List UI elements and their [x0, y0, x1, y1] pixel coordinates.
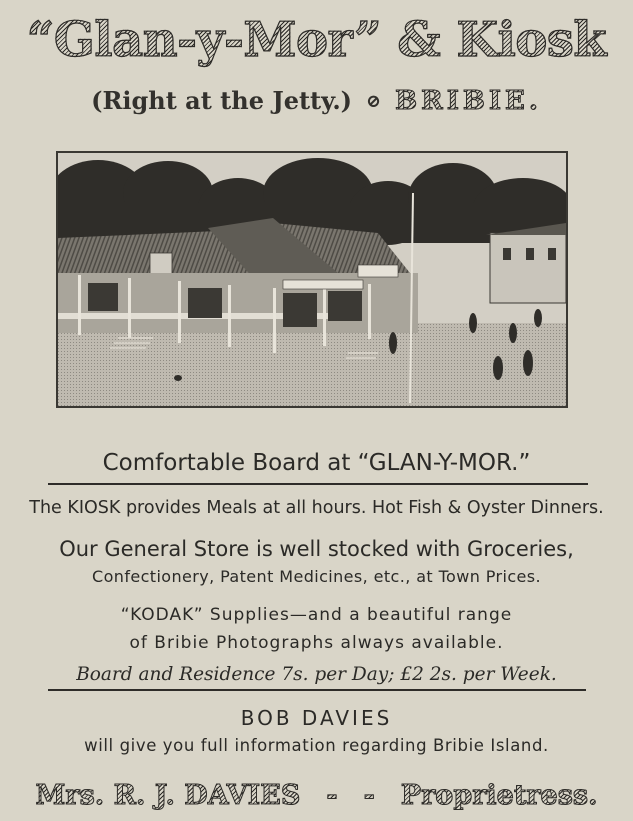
- contact-info-text: will give you full information regarding Bribie Island.: [84, 736, 549, 755]
- page-title: “Glan-y-Mor” & Kiosk: [0, 4, 633, 76]
- photograph: [56, 151, 568, 408]
- kiosk-meals-text: The KIOSK provides Meals at all hours. Hot Fish & Oyster Dinners.: [29, 498, 604, 518]
- kodak-supplies-text: “KODAK” Supplies—and a beautiful range: [120, 605, 513, 625]
- subtitle-location: (Right at the Jetty.): [91, 86, 353, 115]
- divider-rule: [48, 689, 586, 691]
- subtitle: [0, 84, 633, 119]
- subtitle-place: BRIBIE.: [395, 86, 542, 116]
- ornament-icon: ⊘: [366, 91, 382, 112]
- proprietor-line: [0, 776, 633, 816]
- proprietor-role: Proprietress.: [400, 780, 598, 811]
- separator-dash: -: [326, 780, 338, 811]
- board-rates-text: Board and Residence 7s. per Day; £2 2s. per Week.: [76, 664, 557, 685]
- proprietor-name: Mrs. R. J. DAVIES: [35, 780, 301, 811]
- separator-dash: -: [363, 780, 375, 811]
- contact-name: BOB DAVIES: [240, 706, 393, 730]
- general-store-text: Our General Store is well stocked with Groceries,: [59, 537, 574, 561]
- store-items-text: Confectionery, Patent Medicines, etc., at Town Prices.: [92, 567, 541, 586]
- board-heading: Comfortable Board at “GLAN-Y-MOR.”: [102, 450, 531, 476]
- photo-illustration: [58, 153, 566, 406]
- photographs-text: of Bribie Photographs always available.: [129, 633, 504, 653]
- divider-rule: [48, 483, 588, 485]
